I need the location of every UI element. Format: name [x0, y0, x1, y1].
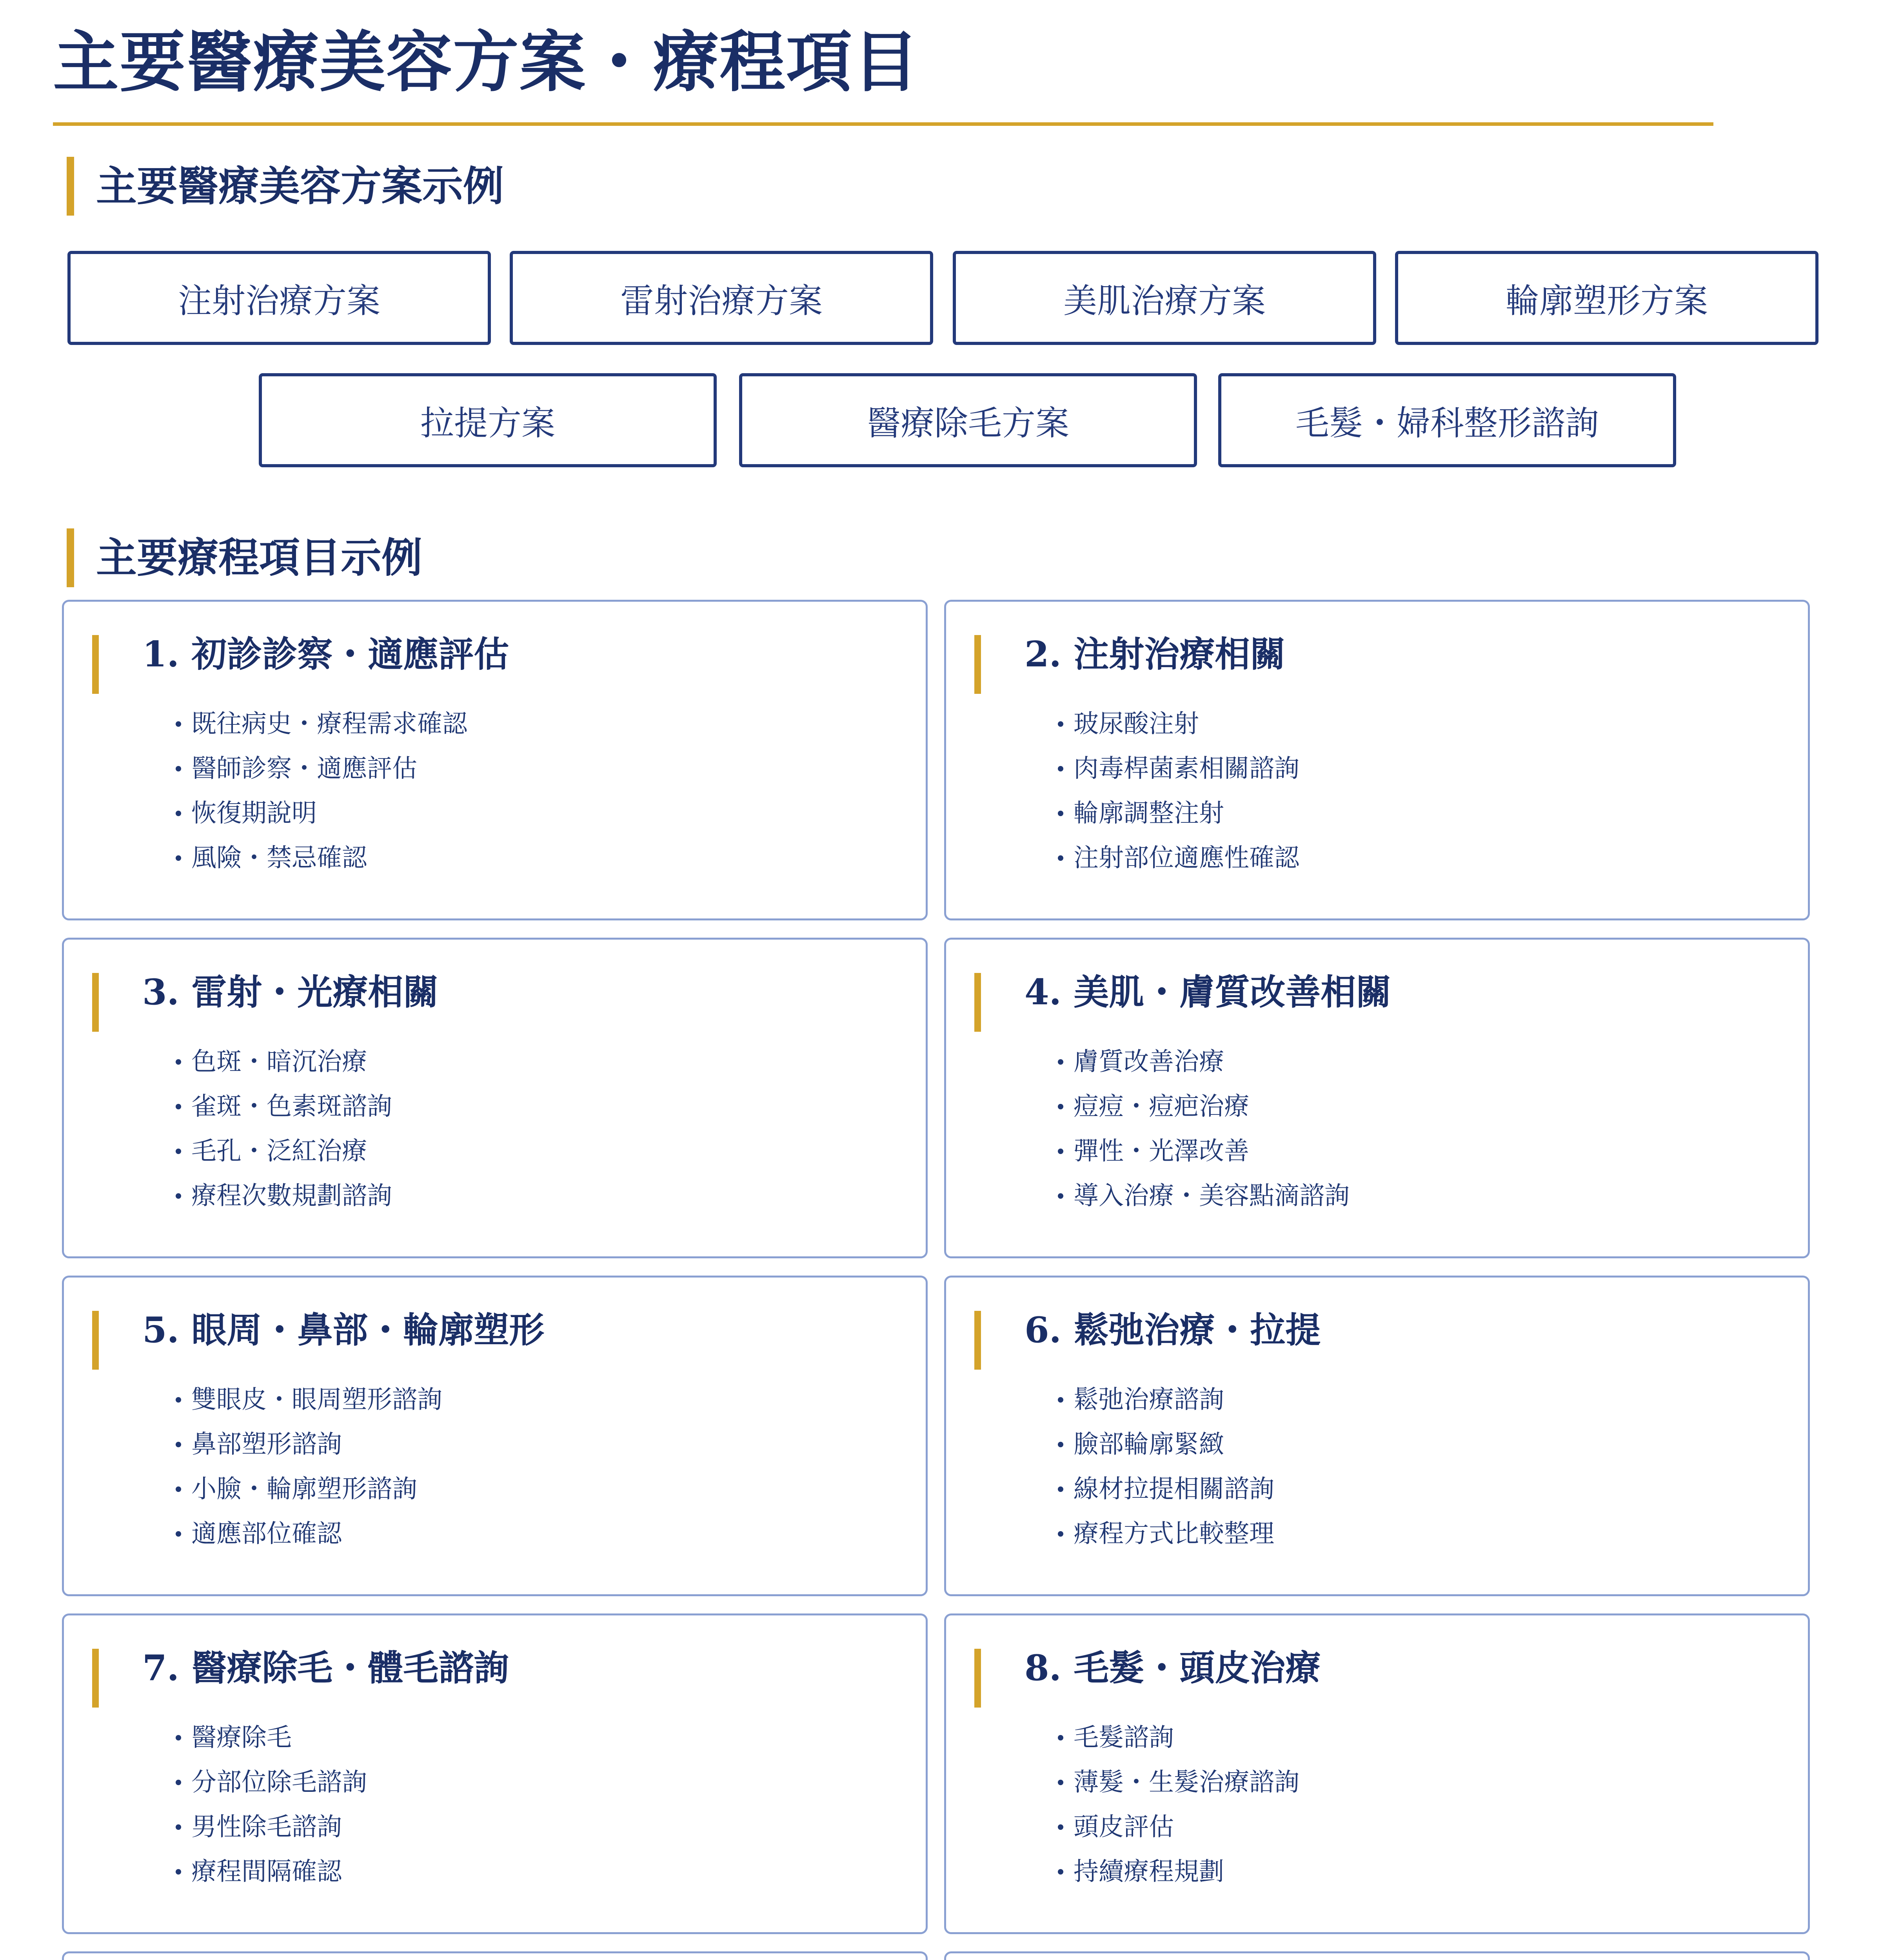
card-title: 2. 注射治療相關 — [1025, 633, 1286, 675]
card-title: 1. 初診診察・適應評估 — [142, 633, 509, 675]
list-item-text: 毛髮諮詢 — [1074, 1723, 1174, 1752]
card-title: 5. 眼周・鼻部・輪廓塑形 — [142, 1309, 545, 1351]
list-item — [176, 791, 467, 836]
list-item-text: 鼻部塑形諮詢 — [191, 1430, 342, 1459]
list-item-text: 痘痘・痘疤治療 — [1074, 1092, 1249, 1121]
plan-button-hair-gynecology[interactable]: 毛髮・婦科整形諮詢 — [1218, 373, 1676, 467]
section-accent-bar — [67, 528, 74, 587]
list-item — [176, 1377, 442, 1422]
list-item-text: 肉毒桿菌素相關諮詢 — [1074, 754, 1299, 783]
list-item-text: 線材拉提相關諮詢 — [1074, 1475, 1274, 1504]
list-item-text: 風險・禁忌確認 — [191, 844, 367, 873]
list-item — [1058, 746, 1299, 791]
treatment-card-5 — [62, 1276, 928, 1596]
list-item — [176, 1849, 367, 1894]
bullet-icon — [176, 766, 181, 771]
list-item — [176, 746, 467, 791]
bullet-icon — [1058, 1193, 1063, 1199]
plan-button-lifting[interactable]: 拉提方案 — [259, 373, 717, 467]
list-item — [176, 1129, 392, 1174]
bullet-icon — [176, 721, 181, 727]
card-title: 6. 鬆弛治療・拉提 — [1025, 1309, 1321, 1351]
bullet-icon — [176, 1059, 181, 1065]
bullet-icon — [176, 1531, 181, 1537]
treatment-card-4 — [944, 938, 1810, 1258]
bullet-icon — [1058, 766, 1063, 771]
list-item-text: 既往病史・療程需求確認 — [191, 710, 467, 739]
bullet-icon — [176, 811, 181, 816]
list-item-text: 醫師診察・適應評估 — [191, 754, 417, 783]
card-item-list — [176, 1040, 392, 1218]
card-item-list — [1058, 1377, 1274, 1556]
bullet-icon — [176, 1824, 181, 1830]
bullet-icon — [1058, 1397, 1063, 1403]
list-item-text: 毛孔・泛紅治療 — [191, 1137, 367, 1166]
treatment-card-1 — [62, 600, 928, 920]
list-item-text: 雀斑・色素斑諮詢 — [191, 1092, 392, 1121]
treatment-card-9 — [62, 1951, 928, 1960]
card-title: 3. 雷射・光療相關 — [142, 971, 439, 1013]
section-accent-bar — [67, 157, 74, 216]
plan-button-injection[interactable]: 注射治療方案 — [67, 251, 491, 345]
bullet-icon — [176, 855, 181, 861]
plan-button-hair-removal[interactable]: 醫療除毛方案 — [739, 373, 1197, 467]
list-item-text: 臉部輪廓緊緻 — [1074, 1430, 1224, 1459]
bullet-icon — [1058, 1104, 1063, 1109]
bullet-icon — [1058, 855, 1063, 861]
bullet-icon — [1058, 811, 1063, 816]
list-item-text: 男性除毛諮詢 — [191, 1813, 342, 1842]
card-item-list — [1058, 702, 1299, 880]
card-title: 4. 美肌・膚質改善相關 — [1025, 971, 1392, 1013]
card-title: 8. 毛髮・頭皮治療 — [1025, 1647, 1321, 1689]
list-item — [176, 1422, 442, 1467]
card-accent-bar — [974, 1311, 981, 1370]
bullet-icon — [176, 1442, 181, 1447]
list-item — [1058, 1040, 1350, 1084]
treatment-card-3 — [62, 938, 928, 1258]
list-item-text: 雙眼皮・眼周塑形諮詢 — [191, 1385, 442, 1414]
card-title: 7. 醫療除毛・體毛諮詢 — [142, 1647, 509, 1689]
list-item — [1058, 1715, 1299, 1760]
list-item-text: 療程間隔確認 — [191, 1857, 342, 1886]
list-item — [176, 1805, 367, 1849]
list-item — [1058, 1512, 1274, 1556]
bullet-icon — [176, 1869, 181, 1875]
list-item — [1058, 1760, 1299, 1805]
card-accent-bar — [92, 1649, 99, 1708]
list-item-text: 輪廓調整注射 — [1074, 799, 1224, 828]
list-item — [176, 702, 467, 746]
bullet-icon — [176, 1149, 181, 1154]
bullet-icon — [1058, 1869, 1063, 1875]
list-item-text: 療程方式比較整理 — [1074, 1519, 1274, 1548]
bullet-icon — [1058, 1531, 1063, 1537]
bullet-icon — [1058, 1735, 1063, 1740]
bullet-icon — [176, 1486, 181, 1492]
list-item — [1058, 1084, 1350, 1129]
list-item — [176, 1760, 367, 1805]
list-item-text: 適應部位確認 — [191, 1519, 342, 1548]
list-item-text: 持續療程規劃 — [1074, 1857, 1224, 1886]
bullet-icon — [176, 1104, 181, 1109]
card-item-list — [1058, 1040, 1350, 1218]
treatment-card-7 — [62, 1613, 928, 1934]
bullet-icon — [1058, 1059, 1063, 1065]
bullet-icon — [1058, 1442, 1063, 1447]
list-item — [1058, 1422, 1274, 1467]
card-accent-bar — [974, 973, 981, 1032]
list-item-text: 鬆弛治療諮詢 — [1074, 1385, 1224, 1414]
card-item-list — [176, 1715, 367, 1894]
list-item — [1058, 1805, 1299, 1849]
card-accent-bar — [92, 1311, 99, 1370]
list-item-text: 色斑・暗沉治療 — [191, 1047, 367, 1076]
plan-button-skin[interactable]: 美肌治療方案 — [953, 251, 1376, 345]
list-item-text: 薄髮・生髮治療諮詢 — [1074, 1768, 1299, 1797]
list-item-text: 小臉・輪廓塑形諮詢 — [191, 1475, 417, 1504]
list-item-text: 頭皮評估 — [1074, 1813, 1174, 1842]
treatment-card-2 — [944, 600, 1810, 920]
card-item-list — [176, 1377, 442, 1556]
list-item-text: 醫療除毛 — [191, 1723, 292, 1752]
list-item — [1058, 836, 1299, 880]
bullet-icon — [1058, 1780, 1063, 1785]
list-item-text: 導入治療・美容點滴諮詢 — [1074, 1181, 1350, 1210]
list-item — [176, 1715, 367, 1760]
plans-section-title: 主要醫療美容方案示例 — [96, 162, 504, 210]
bullet-icon — [176, 1780, 181, 1785]
list-item — [176, 1467, 442, 1512]
list-item — [1058, 1849, 1299, 1894]
list-item-text: 膚質改善治療 — [1074, 1047, 1224, 1076]
list-item — [1058, 1467, 1274, 1512]
bullet-icon — [1058, 1486, 1063, 1492]
list-item — [176, 836, 467, 880]
bullet-icon — [176, 1397, 181, 1403]
list-item-text: 注射部位適應性確認 — [1074, 844, 1299, 873]
treatments-section-title: 主要療程項目示例 — [96, 534, 423, 582]
list-item-text: 彈性・光澤改善 — [1074, 1137, 1249, 1166]
list-item-text: 療程次數規劃諮詢 — [191, 1181, 392, 1210]
list-item — [1058, 1129, 1350, 1174]
list-item-text: 玻尿酸注射 — [1074, 710, 1199, 739]
bullet-icon — [176, 1193, 181, 1199]
bullet-icon — [1058, 1149, 1063, 1154]
list-item — [176, 1040, 392, 1084]
card-item-list — [1058, 1715, 1299, 1894]
plan-button-laser[interactable]: 雷射治療方案 — [510, 251, 933, 345]
card-accent-bar — [974, 635, 981, 694]
list-item-text: 分部位除毛諮詢 — [191, 1768, 367, 1797]
bullet-icon — [176, 1735, 181, 1740]
list-item — [176, 1174, 392, 1218]
list-item — [1058, 1377, 1274, 1422]
list-item — [176, 1512, 442, 1556]
title-divider — [53, 122, 1713, 126]
card-item-list — [176, 702, 467, 880]
list-item — [1058, 702, 1299, 746]
treatment-card-8 — [944, 1613, 1810, 1934]
list-item — [1058, 1174, 1350, 1218]
list-item-text: 恢復期說明 — [191, 799, 317, 828]
list-item — [1058, 791, 1299, 836]
list-item — [176, 1084, 392, 1129]
treatment-card-6 — [944, 1276, 1810, 1596]
bullet-icon — [1058, 721, 1063, 727]
plan-button-contour[interactable]: 輪廓塑形方案 — [1395, 251, 1818, 345]
card-accent-bar — [92, 973, 99, 1032]
bullet-icon — [1058, 1824, 1063, 1830]
card-accent-bar — [974, 1649, 981, 1708]
page-title: 主要醫療美容方案・療程項目 — [53, 23, 919, 101]
card-accent-bar — [92, 635, 99, 694]
treatment-card-10 — [944, 1951, 1810, 1960]
